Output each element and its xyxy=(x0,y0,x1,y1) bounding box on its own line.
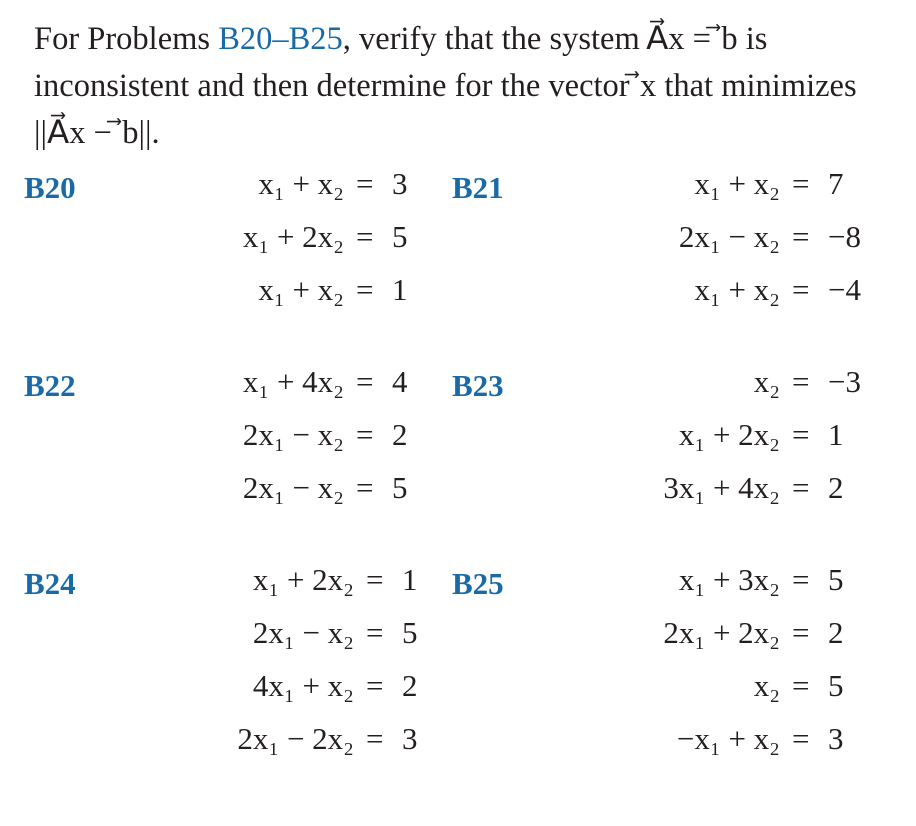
equals-sign: = xyxy=(356,364,374,399)
equation-rhs: 5 xyxy=(392,470,408,505)
equation-rhs: 3 xyxy=(828,721,844,756)
equals-sign: = xyxy=(356,272,374,307)
equals-sign: = xyxy=(356,417,374,452)
equation-rhs: −8 xyxy=(828,219,861,254)
equals-sign: = xyxy=(356,166,374,201)
equation-lhs: 2x₁ − x₂ xyxy=(242,470,344,505)
equation-lhs: x₁ + x₂ xyxy=(258,272,344,307)
equals-sign: = xyxy=(792,562,810,597)
equation-lhs: 2x₁ − x₂ xyxy=(678,219,780,254)
equation-lhs: x₁ + 2x₂ xyxy=(678,417,780,452)
equation-lhs: x₁ + x₂ xyxy=(694,166,780,201)
equation-lhs: x₁ + x₂ xyxy=(258,166,344,201)
equation-rhs: 5 xyxy=(392,219,408,254)
problem-instructions xyxy=(34,16,896,157)
equation-lhs: 3x₁ + 4x₂ xyxy=(663,470,780,505)
equation-lhs: 2x₁ − 2x₂ xyxy=(237,721,354,756)
intro-text-after: , verify that the system A⃗x = ⃗b is inconsistent and then determine for the vector ⃗x that minimizes ||A⃗x − ⃗b||. xyxy=(34,21,857,151)
equals-sign: = xyxy=(356,219,374,254)
equals-sign: = xyxy=(366,668,384,703)
equation-rhs: 2 xyxy=(828,615,844,650)
equation-lhs: x₁ + 2x₂ xyxy=(242,219,344,254)
equation-lhs: −x₁ + x₂ xyxy=(676,721,780,756)
equation-rhs: −3 xyxy=(828,364,861,399)
equals-sign: = xyxy=(792,417,810,452)
problem-label: B24 xyxy=(24,566,76,601)
problem-label: B21 xyxy=(452,170,504,205)
equals-sign: = xyxy=(792,721,810,756)
problem-label: B22 xyxy=(24,368,76,403)
equation-lhs: x₁ + x₂ xyxy=(694,272,780,307)
equation-lhs: 4x₁ + x₂ xyxy=(252,668,354,703)
equals-sign: = xyxy=(792,272,810,307)
equation-lhs: 2x₁ + 2x₂ xyxy=(663,615,780,650)
equation-rhs: 3 xyxy=(392,166,408,201)
intro-text-before: For Problems xyxy=(34,21,219,57)
equation-rhs: 5 xyxy=(402,615,418,650)
problem-range-link[interactable]: B20–B25 xyxy=(218,21,343,57)
equation-lhs: 2x₁ − x₂ xyxy=(242,417,344,452)
equals-sign: = xyxy=(366,721,384,756)
equals-sign: = xyxy=(792,470,810,505)
problem-label: B23 xyxy=(452,368,504,403)
equation-rhs: 2 xyxy=(392,417,408,452)
equation-lhs: x₂ xyxy=(753,364,780,399)
equation-rhs: 1 xyxy=(828,417,844,452)
equation-rhs: 5 xyxy=(828,668,844,703)
equals-sign: = xyxy=(792,668,810,703)
equation-rhs: 1 xyxy=(392,272,408,307)
equation-rhs: 1 xyxy=(402,562,418,597)
equals-sign: = xyxy=(792,166,810,201)
equals-sign: = xyxy=(366,562,384,597)
equation-rhs: 4 xyxy=(392,364,408,399)
equation-rhs: −4 xyxy=(828,272,861,307)
equals-sign: = xyxy=(792,219,810,254)
equals-sign: = xyxy=(792,615,810,650)
equals-sign: = xyxy=(792,364,810,399)
equation-rhs: 2 xyxy=(402,668,418,703)
equation-rhs: 5 xyxy=(828,562,844,597)
equation-rhs: 3 xyxy=(402,721,418,756)
equation-rhs: 2 xyxy=(828,470,844,505)
problem-label: B20 xyxy=(24,170,76,205)
equation-lhs: 2x₁ − x₂ xyxy=(252,615,354,650)
equation-lhs: x₂ xyxy=(753,668,780,703)
problem-label: B25 xyxy=(452,566,504,601)
equation-lhs: x₁ + 2x₂ xyxy=(252,562,354,597)
equation-rhs: 7 xyxy=(828,166,844,201)
equation-lhs: x₁ + 4x₂ xyxy=(242,364,344,399)
equation-lhs: x₁ + 3x₂ xyxy=(678,562,780,597)
equals-sign: = xyxy=(366,615,384,650)
equals-sign: = xyxy=(356,470,374,505)
